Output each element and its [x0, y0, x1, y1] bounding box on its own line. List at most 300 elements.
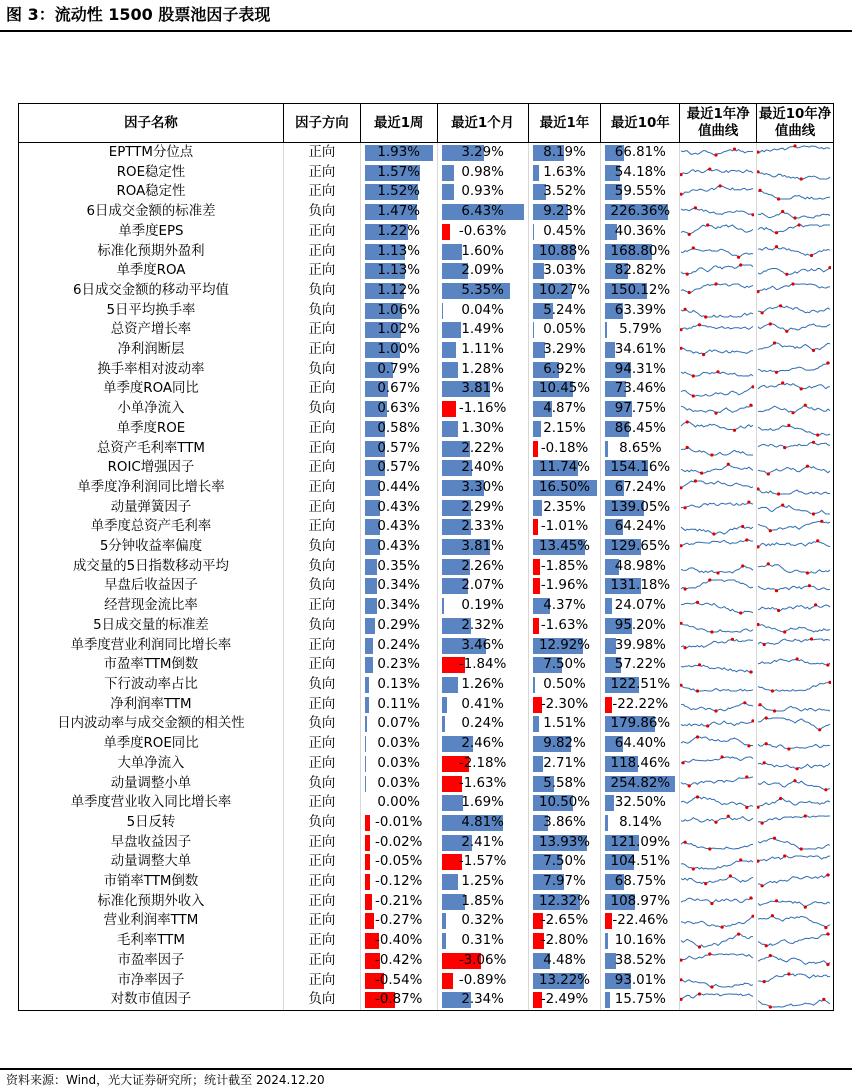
factor-name: ROA稳定性: [19, 182, 284, 202]
month-return-cell: [437, 892, 528, 912]
decade-return-value: 15.75%: [614, 992, 666, 1008]
nav-curve-10y: [757, 616, 834, 636]
decade-return-value: 8.65%: [619, 440, 662, 456]
sparkline-extreme-marker: [794, 217, 797, 220]
year-return-cell: [528, 498, 601, 518]
sparkline-extreme-marker: [715, 283, 718, 286]
sparkline-extreme-marker: [775, 231, 778, 234]
decade-return-cell: [601, 242, 680, 262]
sparkline-path: [758, 683, 830, 692]
sparkline-path: [758, 190, 830, 199]
nav-curve-1y: [680, 360, 757, 380]
sparkline-extreme-marker: [739, 263, 742, 266]
decade-return-cell: [601, 379, 680, 399]
sparkline-chart: [680, 340, 754, 359]
decade-return-value: 32.50%: [614, 795, 666, 811]
sparkline-path: [758, 324, 830, 331]
table-row: [19, 281, 834, 301]
sparkline-path: [758, 915, 830, 927]
year-return-value: 10.45%: [538, 381, 591, 397]
sparkline-chart: [757, 715, 831, 734]
sparkline-path: [758, 541, 830, 547]
year-return-cell: [528, 774, 601, 794]
sparkline-extreme-marker: [808, 584, 811, 587]
year-return-value: 2.35%: [543, 499, 586, 515]
year-return-value: -1.01%: [540, 519, 589, 535]
title-rule: [0, 30, 852, 32]
week-return-cell: [360, 498, 437, 518]
sparkline-extreme-marker: [761, 885, 764, 888]
footer-rule: [0, 1068, 852, 1070]
figure-title: 图 3：流动性 1500 股票池因子表现: [6, 5, 271, 24]
decade-return-cell: [601, 911, 680, 931]
sparkline-extreme-marker: [800, 387, 803, 390]
sparkline-chart: [757, 537, 831, 556]
sparkline-extreme-marker: [715, 412, 718, 415]
sparkline-extreme-marker: [783, 854, 786, 857]
sparkline-extreme-marker: [804, 404, 807, 407]
year-return-value: 10.50%: [538, 795, 591, 811]
sparkline-chart: [757, 262, 831, 281]
table-row: [19, 439, 834, 459]
week-return-cell: [360, 301, 437, 321]
sparkline-chart: [680, 498, 754, 517]
decade-return-cell: [601, 931, 680, 951]
decade-return-cell: [601, 439, 680, 459]
week-return-cell: [360, 143, 437, 163]
sparkline-path: [758, 744, 830, 749]
factor-name: ROE稳定性: [19, 163, 284, 183]
factor-direction: 正向: [283, 872, 360, 892]
sparkline-chart: [680, 951, 754, 970]
week-return-value: -0.42%: [375, 952, 423, 968]
year-return-cell: [528, 360, 601, 380]
sparkline-extreme-marker: [773, 709, 776, 712]
nav-curve-10y: [757, 833, 834, 853]
sparkline-chart: [757, 892, 831, 911]
sparkline-extreme-marker: [787, 424, 790, 427]
nav-curve-1y: [680, 261, 757, 281]
year-return-cell: [528, 852, 601, 872]
decade-return-cell: [601, 399, 680, 419]
table-row: [19, 301, 834, 321]
month-return-cell: [437, 734, 528, 754]
nav-curve-10y: [757, 222, 834, 242]
sparkline-chart: [757, 301, 831, 320]
sparkline-path: [681, 935, 753, 948]
sparkline-chart: [680, 419, 754, 438]
year-return-cell: [528, 143, 601, 163]
sparkline-extreme-marker: [769, 322, 772, 325]
factor-name: 5日成交量的标准差: [19, 616, 284, 636]
month-return-cell: [437, 222, 528, 242]
month-return-value: 2.29%: [461, 499, 504, 515]
sparkline-path: [758, 604, 830, 610]
week-return-cell: [360, 478, 437, 498]
decade-return-cell: [601, 517, 680, 537]
week-return-cell: [360, 242, 437, 262]
factor-direction: 正向: [283, 458, 360, 478]
sparkline-chart: [757, 872, 831, 891]
sparkline-path: [758, 586, 830, 591]
nav-curve-10y: [757, 143, 834, 163]
month-return-value: 2.40%: [461, 460, 504, 476]
month-return-value: 1.11%: [461, 342, 504, 358]
nav-curve-1y: [680, 655, 757, 675]
nav-curve-1y: [680, 852, 757, 872]
month-return-value: -1.16%: [458, 401, 507, 417]
sparkline-extreme-marker: [800, 847, 803, 850]
sparkline-path: [681, 994, 753, 999]
sparkline-extreme-marker: [750, 670, 753, 673]
year-return-value: -1.63%: [540, 617, 589, 633]
decade-return-cell: [601, 537, 680, 557]
year-return-value: 1.51%: [543, 716, 586, 732]
sparkline-extreme-marker: [739, 858, 742, 861]
sparkline-extreme-marker: [767, 472, 770, 475]
sparkline-extreme-marker: [748, 501, 751, 504]
factor-direction: 负向: [283, 616, 360, 636]
table-row: [19, 478, 834, 498]
sparkline-chart: [757, 498, 831, 517]
sparkline-extreme-marker: [684, 646, 687, 649]
sparkline-extreme-marker: [771, 690, 774, 693]
decade-return-value: 94.31%: [614, 361, 666, 377]
week-return-value: 0.63%: [377, 401, 420, 417]
sparkline-chart: [757, 754, 831, 773]
decade-return-value: 64.24%: [614, 519, 666, 535]
sparkline-extreme-marker: [733, 148, 736, 151]
week-return-value: -0.21%: [375, 893, 423, 909]
sparkline-extreme-marker: [826, 963, 829, 966]
sparkline-extreme-marker: [775, 371, 778, 374]
year-return-value: 5.58%: [543, 775, 586, 791]
week-return-cell: [360, 439, 437, 459]
sparkline-extreme-marker: [717, 370, 720, 373]
sparkline-extreme-marker: [727, 815, 730, 818]
sparkline-extreme-marker: [708, 168, 711, 171]
sparkline-extreme-marker: [680, 959, 683, 962]
week-return-cell: [360, 675, 437, 695]
year-return-cell: [528, 813, 601, 833]
week-return-value: 0.79%: [377, 361, 420, 377]
sparkline-extreme-marker: [822, 997, 825, 1000]
factor-direction: 负向: [283, 281, 360, 301]
sparkline-extreme-marker: [779, 304, 782, 307]
year-return-value: 3.52%: [543, 184, 586, 200]
sparkline-path: [681, 580, 753, 589]
sparkline-extreme-marker: [826, 933, 829, 936]
nav-curve-1y: [680, 793, 757, 813]
sparkline-chart: [680, 202, 754, 221]
year-return-value: 2.15%: [543, 420, 586, 436]
week-return-value: 0.58%: [377, 420, 420, 436]
sparkline-chart: [757, 321, 831, 340]
factor-direction: 正向: [283, 971, 360, 991]
week-return-cell: [360, 951, 437, 971]
month-return-cell: [437, 242, 528, 262]
sparkline-path: [681, 954, 753, 960]
nav-curve-10y: [757, 596, 834, 616]
sparkline-extreme-marker: [757, 151, 760, 154]
header-spark-1y: 最近1年净值曲线: [680, 104, 757, 143]
table-row: [19, 695, 834, 715]
sparkline-chart: [757, 439, 831, 458]
decade-return-cell: [601, 714, 680, 734]
month-return-value: 0.19%: [461, 598, 504, 614]
week-return-cell: [360, 163, 437, 183]
factor-name: 单季度EPS: [19, 222, 284, 242]
decade-return-value: 154.16%: [610, 460, 671, 476]
header-week: 最近1周: [360, 104, 437, 143]
decade-return-value: 108.97%: [610, 893, 671, 909]
factor-table-body: [19, 143, 834, 1011]
decade-return-value: 95.20%: [614, 617, 666, 633]
sparkline-extreme-marker: [684, 308, 687, 311]
decade-return-value: 64.40%: [614, 736, 666, 752]
sparkline-path: [681, 664, 753, 671]
sparkline-extreme-marker: [812, 441, 815, 444]
week-return-cell: [360, 261, 437, 281]
year-return-value: 12.32%: [538, 893, 591, 909]
sparkline-path: [681, 602, 753, 613]
decade-return-cell: [601, 340, 680, 360]
month-return-value: 2.32%: [461, 617, 504, 633]
sparkline-extreme-marker: [711, 631, 714, 634]
nav-curve-10y: [757, 655, 834, 675]
decade-return-cell: [601, 498, 680, 518]
sparkline-extreme-marker: [787, 972, 790, 975]
sparkline-path: [758, 798, 830, 807]
nav-curve-10y: [757, 182, 834, 202]
week-return-value: 0.03%: [377, 736, 420, 752]
nav-curve-1y: [680, 419, 757, 439]
factor-name: 下行波动率占比: [19, 675, 284, 695]
month-return-cell: [437, 261, 528, 281]
factor-direction: 正向: [283, 222, 360, 242]
year-return-cell: [528, 793, 601, 813]
year-return-value: 7.50%: [543, 657, 586, 673]
sparkline-extreme-marker: [775, 589, 778, 592]
sparkline-chart: [757, 833, 831, 852]
sparkline-chart: [757, 183, 831, 202]
week-return-value: 1.22%: [377, 223, 420, 239]
table-header-row: [19, 104, 834, 143]
sparkline-chart: [680, 931, 754, 950]
sparkline-extreme-marker: [779, 796, 782, 799]
decade-return-cell: [601, 596, 680, 616]
sparkline-extreme-marker: [826, 874, 829, 877]
sparkline-path: [758, 781, 830, 790]
decade-return-cell: [601, 360, 680, 380]
sparkline-extreme-marker: [757, 623, 760, 626]
sparkline-path: [758, 659, 830, 665]
decade-return-value: 86.45%: [614, 420, 666, 436]
decade-return-value: -22.22%: [612, 696, 669, 712]
week-return-value: 0.24%: [377, 637, 420, 653]
month-return-cell: [437, 951, 528, 971]
sparkline-path: [758, 639, 830, 645]
nav-curve-1y: [680, 202, 757, 222]
month-return-value: -0.63%: [458, 223, 507, 239]
week-return-value: -0.87%: [375, 992, 423, 1008]
month-return-cell: [437, 163, 528, 183]
factor-direction: 负向: [283, 813, 360, 833]
factor-name: 6日成交金额的标准差: [19, 202, 284, 222]
sparkline-chart: [680, 301, 754, 320]
decade-return-value: 93.01%: [614, 972, 666, 988]
factor-name: 5日反转: [19, 813, 284, 833]
decade-return-value: 8.14%: [619, 814, 662, 830]
sparkline-extreme-marker: [694, 480, 697, 483]
year-return-value: 13.22%: [538, 972, 591, 988]
sparkline-path: [758, 816, 830, 823]
decade-return-value: 179.86%: [610, 716, 671, 732]
table-row: [19, 143, 834, 163]
nav-curve-1y: [680, 242, 757, 262]
decade-return-value: 104.51%: [610, 854, 671, 870]
sparkline-extreme-marker: [698, 323, 701, 326]
sparkline-extreme-marker: [741, 565, 744, 568]
sparkline-extreme-marker: [765, 945, 768, 948]
sparkline-extreme-marker: [765, 743, 768, 746]
factor-direction: 负向: [283, 576, 360, 596]
nav-curve-1y: [680, 813, 757, 833]
nav-curve-10y: [757, 892, 834, 912]
table-row: [19, 774, 834, 794]
factor-direction: 正向: [283, 242, 360, 262]
sparkline-path: [758, 343, 830, 350]
nav-curve-1y: [680, 911, 757, 931]
sparkline-path: [758, 267, 830, 274]
decade-return-cell: [601, 182, 680, 202]
sparkline-path: [758, 974, 830, 982]
year-return-value: -2.49%: [540, 992, 589, 1008]
factor-name: 早盘后收益因子: [19, 576, 284, 596]
sparkline-chart: [680, 143, 754, 162]
factor-name: 净利润断层: [19, 340, 284, 360]
month-return-value: 6.43%: [461, 204, 504, 220]
year-return-value: -1.85%: [540, 558, 589, 574]
sparkline-extreme-marker: [785, 272, 788, 275]
sparkline-path: [681, 639, 753, 647]
factor-table: [18, 103, 834, 1011]
month-return-value: 2.22%: [461, 440, 504, 456]
sparkline-extreme-marker: [737, 933, 740, 936]
week-return-cell: [360, 813, 437, 833]
decade-return-cell: [601, 281, 680, 301]
sparkline-chart: [757, 616, 831, 635]
week-return-value: 0.43%: [377, 539, 420, 555]
year-return-value: -2.80%: [540, 933, 589, 949]
sparkline-chart: [757, 656, 831, 675]
sparkline-path: [681, 422, 753, 430]
sparkline-path: [758, 306, 830, 313]
sparkline-chart: [757, 636, 831, 655]
nav-curve-10y: [757, 852, 834, 872]
sparkline-path: [758, 521, 830, 530]
year-return-value: 9.82%: [543, 736, 586, 752]
sparkline-extreme-marker: [781, 210, 784, 213]
sparkline-extreme-marker: [765, 716, 768, 719]
month-return-value: 3.29%: [461, 145, 504, 160]
sparkline-path: [681, 447, 753, 455]
factor-direction: 正向: [283, 478, 360, 498]
year-return-cell: [528, 576, 601, 596]
table-row: [19, 931, 834, 951]
year-return-value: -0.18%: [540, 440, 589, 456]
nav-curve-1y: [680, 557, 757, 577]
week-return-value: 0.07%: [377, 716, 420, 732]
nav-curve-1y: [680, 872, 757, 892]
year-return-value: 7.50%: [543, 854, 586, 870]
year-return-cell: [528, 261, 601, 281]
year-return-value: 3.86%: [543, 814, 586, 830]
factor-direction: 正向: [283, 892, 360, 912]
week-return-cell: [360, 399, 437, 419]
table-row: [19, 458, 834, 478]
decade-return-value: 54.18%: [614, 164, 666, 180]
year-return-value: 10.88%: [538, 243, 591, 259]
month-return-cell: [437, 714, 528, 734]
sparkline-extreme-marker: [739, 611, 742, 614]
nav-curve-1y: [680, 990, 757, 1010]
month-return-value: 3.30%: [461, 479, 504, 495]
month-return-value: 0.04%: [461, 302, 504, 318]
sparkline-chart: [680, 892, 754, 911]
sparkline-extreme-marker: [759, 189, 762, 192]
sparkline-path: [681, 860, 753, 869]
nav-curve-1y: [680, 636, 757, 656]
month-return-cell: [437, 793, 528, 813]
month-return-value: 2.26%: [461, 558, 504, 574]
header-year: 最近1年: [528, 104, 601, 143]
sparkline-chart: [680, 853, 754, 872]
sparkline-chart: [757, 360, 831, 379]
table-row: [19, 242, 834, 262]
week-return-cell: [360, 714, 437, 734]
year-return-cell: [528, 892, 601, 912]
year-return-value: 12.92%: [538, 637, 591, 653]
year-return-cell: [528, 478, 601, 498]
nav-curve-1y: [680, 971, 757, 991]
nav-curve-1y: [680, 774, 757, 794]
decade-return-value: 226.36%: [610, 204, 671, 220]
sparkline-path: [758, 934, 830, 946]
year-return-value: 8.19%: [543, 145, 586, 160]
sparkline-path: [681, 737, 753, 746]
sparkline-path: [758, 505, 830, 514]
year-return-cell: [528, 734, 601, 754]
sparkline-extreme-marker: [804, 906, 807, 909]
decade-return-value: 82.82%: [614, 263, 666, 279]
sparkline-extreme-marker: [711, 453, 714, 456]
nav-curve-10y: [757, 261, 834, 281]
sparkline-chart: [680, 912, 754, 931]
year-return-value: 6.92%: [543, 361, 586, 377]
nav-curve-10y: [757, 242, 834, 262]
sparkline-extreme-marker: [698, 946, 701, 949]
year-return-value: 3.29%: [543, 342, 586, 358]
factor-name: 营业利润率TTM: [19, 911, 284, 931]
sparkline-extreme-marker: [806, 572, 809, 575]
month-return-value: 3.46%: [461, 637, 504, 653]
decade-return-value: 139.05%: [610, 499, 671, 515]
sparkline-extreme-marker: [752, 214, 755, 217]
sparkline-extreme-marker: [745, 805, 748, 808]
week-return-value: 1.06%: [377, 302, 420, 318]
sparkline-chart: [680, 163, 754, 182]
